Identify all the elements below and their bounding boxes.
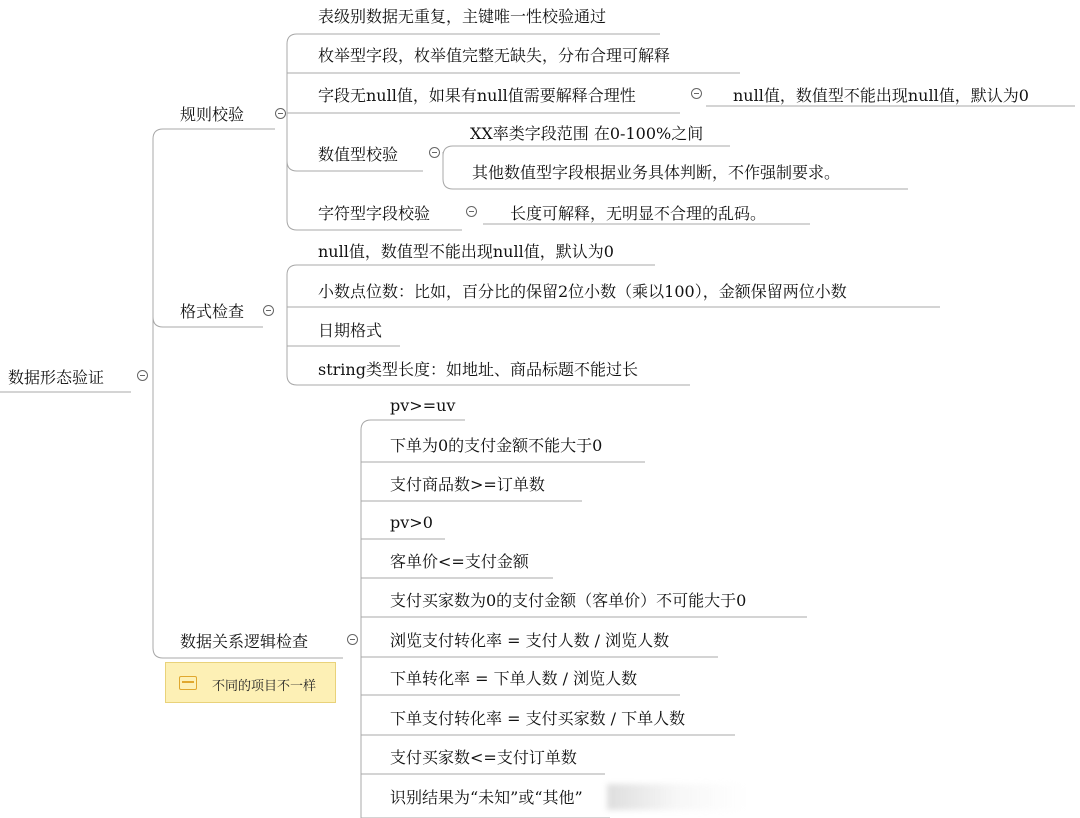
format-item[interactable]: string类型长度：如地址、商品标题不能过长 xyxy=(318,360,638,379)
collapse-minus-icon[interactable] xyxy=(275,108,286,119)
rules-item[interactable]: 数值型校验 xyxy=(318,145,399,164)
collapse-minus-icon[interactable] xyxy=(137,370,148,381)
rules-item[interactable]: 枚举型字段，枚举值完整无缺失，分布合理可解释 xyxy=(318,46,671,65)
logic-item[interactable]: 识别结果为“未知”或“其他” xyxy=(390,788,583,807)
logic-item[interactable]: 支付买家数为0的支付金额（客单价）不可能大于0 xyxy=(390,591,747,610)
collapse-minus-icon[interactable] xyxy=(691,88,702,99)
rules-null-detail[interactable]: null值，数值型不能出现null值，默认为0 xyxy=(733,86,1029,105)
blurred-text xyxy=(607,784,747,810)
note-text: 不同的项目不一样 xyxy=(212,679,317,694)
logic-item[interactable]: pv>=uv xyxy=(390,396,456,415)
branch-format[interactable]: 格式检查 xyxy=(180,302,245,321)
collapse-minus-icon[interactable] xyxy=(263,305,274,316)
collapse-minus-icon[interactable] xyxy=(466,206,477,217)
branch-logic[interactable]: 数据关系逻辑检查 xyxy=(180,632,309,651)
numeric-detail[interactable]: 其他数值型字段根据业务具体判断，不作强制要求。 xyxy=(472,163,841,182)
branch-rules[interactable]: 规则校验 xyxy=(180,105,245,124)
logic-item[interactable]: 支付商品数>=订单数 xyxy=(390,475,545,494)
collapse-minus-icon[interactable] xyxy=(347,634,358,645)
collapse-minus-icon[interactable] xyxy=(429,147,440,158)
string-detail[interactable]: 长度可解释，无明显不合理的乱码。 xyxy=(510,204,767,223)
rules-item[interactable]: 字符型字段校验 xyxy=(318,204,431,223)
format-item[interactable]: 小数点位数：比如，百分比的保留2位小数（乘以100），金额保留两位小数 xyxy=(318,282,847,301)
logic-item[interactable]: 下单转化率 = 下单人数 / 浏览人数 xyxy=(390,669,638,688)
root-topic[interactable]: 数据形态验证 xyxy=(8,368,105,387)
logic-item[interactable]: 客单价<=支付金额 xyxy=(390,552,529,571)
rules-item[interactable]: 字段无null值，如果有null值需要解释合理性 xyxy=(318,86,636,105)
logic-item[interactable]: 下单支付转化率 = 支付买家数 / 下单人数 xyxy=(390,709,686,728)
numeric-detail[interactable]: XX率类字段范围 在0-100%之间 xyxy=(470,124,704,143)
format-item[interactable]: null值，数值型不能出现null值，默认为0 xyxy=(318,242,614,261)
logic-item[interactable]: 下单为0的支付金额不能大于0 xyxy=(390,436,603,455)
note-box[interactable] xyxy=(165,662,336,703)
note-icon xyxy=(179,676,197,690)
logic-item[interactable]: 支付买家数<=支付订单数 xyxy=(390,748,577,767)
logic-item[interactable]: 浏览支付转化率 = 支付人数 / 浏览人数 xyxy=(390,631,670,650)
logic-item[interactable]: pv>0 xyxy=(390,513,433,532)
rules-item[interactable]: 表级别数据无重复，主键唯一性校验通过 xyxy=(318,7,607,26)
format-item[interactable]: 日期格式 xyxy=(318,321,383,340)
